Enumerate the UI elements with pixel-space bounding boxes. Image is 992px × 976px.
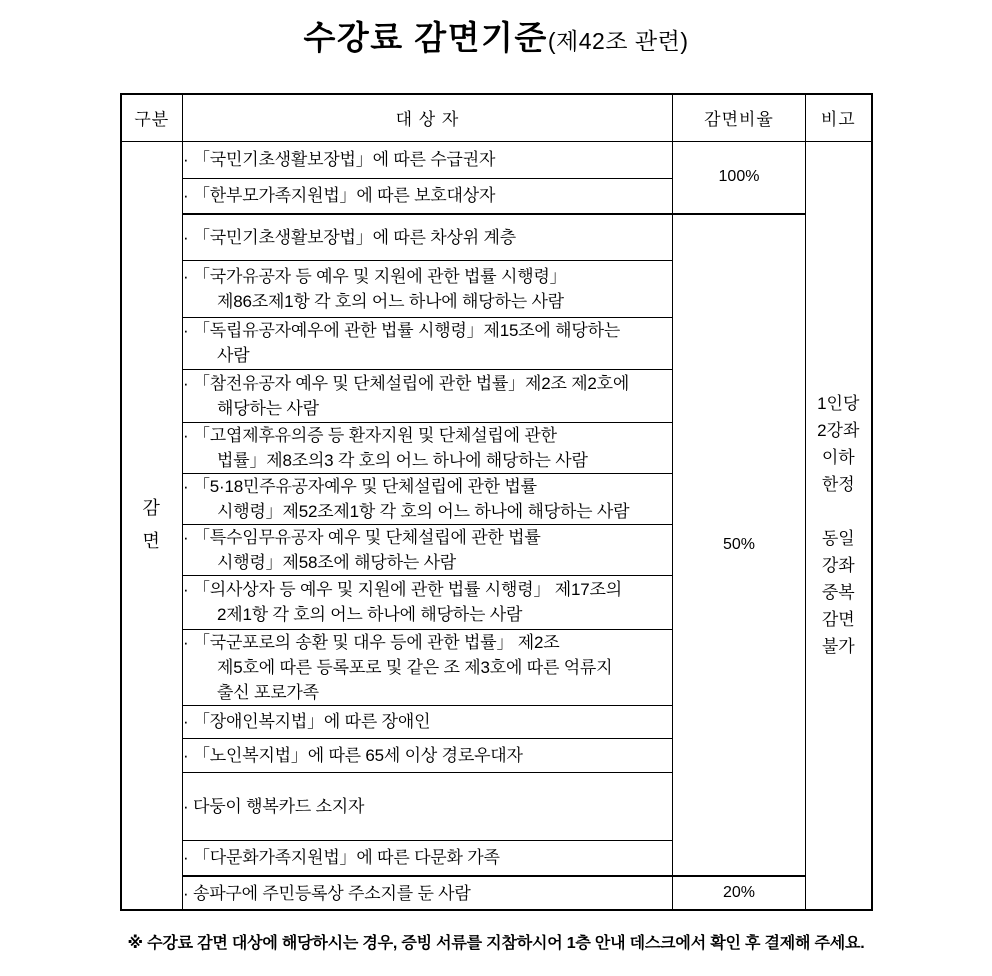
note-line: 1인당 xyxy=(817,394,860,414)
target-cell: · 「국군포로의 송환 및 대우 등에 관한 법률」 제2조 제5호에 따른 등록포로 및 같은 조 제3호에 따른 억류지 출신 포로가족 xyxy=(183,629,673,705)
table-row xyxy=(121,214,872,260)
header-note: 비고 xyxy=(806,94,872,141)
target-cell: · 「다문화가족지원법」에 따른 다문화 가족 xyxy=(183,840,673,876)
header-rate: 감면비율 xyxy=(673,94,806,141)
rate-cell-100: 100% xyxy=(673,141,806,214)
footnote: ※ 수강료 감면 대상에 해당하시는 경우, 증빙 서류를 지참하시어 1층 안내 데스크에서 확인 후 결제해 주세요. xyxy=(127,935,865,952)
header-row xyxy=(121,94,872,141)
target-cell: · 「독립유공자예우에 관한 법률 시행령」제15조에 해당하는 사람 xyxy=(183,317,673,369)
note-line-blank xyxy=(806,498,871,525)
target-cell: · 송파구에 주민등록상 주소지를 둔 사람 xyxy=(183,876,673,910)
note-line: 불가 xyxy=(821,637,855,657)
target-cell: · 「국민기초생활보장법」에 따른 차상위 계층 xyxy=(183,214,673,260)
target-cell: · 「5·18민주유공자예우 및 단체설립에 관한 법률 시행령」제52조제1항 각 호의 어느 하나에 해당하는 사람 xyxy=(183,473,673,524)
note-line: 중복 xyxy=(821,583,855,603)
target-cell: · 다둥이 행복카드 소지자 xyxy=(183,772,673,840)
target-cell: · 「장애인복지법」에 따른 장애인 xyxy=(183,705,673,738)
title-main: 수강료 감면기준 xyxy=(303,19,548,56)
target-cell: · 「국가유공자 등 예우 및 지원에 관한 법률 시행령」 제86조제1항 각 호의 어느 하나에 해당하는 사람 xyxy=(183,260,673,317)
category-char-1: 감 xyxy=(142,498,161,519)
header-category: 구분 xyxy=(121,94,183,141)
rate-cell-20: 20% xyxy=(673,876,806,910)
target-cell: · 「고엽제후유의증 등 환자지원 및 단체설립에 관한 법률」제8조의3 각 호의 어느 하나에 해당하는 사람 xyxy=(183,422,673,473)
page-title xyxy=(0,14,992,69)
target-cell: · 「노인복지법」에 따른 65세 이상 경로우대자 xyxy=(183,738,673,772)
table-row xyxy=(121,876,872,910)
note-line: 감면 xyxy=(821,610,855,630)
note-line: 한정 xyxy=(821,475,855,495)
table-row xyxy=(121,141,872,178)
target-cell: · 「국민기초생활보장법」에 따른 수급권자 xyxy=(183,141,673,178)
target-cell: · 「한부모가족지원법」에 따른 보호대상자 xyxy=(183,178,673,214)
target-cell: · 「특수임무유공자 예우 및 단체설립에 관한 법률 시행령」제58조에 해당하는 사람 xyxy=(183,524,673,575)
note-cell xyxy=(806,141,872,910)
target-cell: · 「의사상자 등 예우 및 지원에 관한 법률 시행령」 제17조의 2제1항 각 호의 어느 하나에 해당하는 사람 xyxy=(183,575,673,629)
note-line: 2강좌 xyxy=(817,421,860,441)
rate-cell-50: 50% xyxy=(673,214,806,876)
note-line: 동일 xyxy=(821,529,855,549)
note-line: 이하 xyxy=(821,448,855,468)
reduction-criteria-table xyxy=(120,93,873,911)
title-sub: (제42조 관련) xyxy=(547,28,689,54)
category-char-2: 면 xyxy=(142,531,161,552)
note-line: 강좌 xyxy=(821,556,855,576)
header-target: 대 상 자 xyxy=(183,94,673,141)
category-cell xyxy=(121,141,183,910)
target-cell: · 「참전유공자 예우 및 단체설립에 관한 법률」제2조 제2호에 해당하는 사람 xyxy=(183,369,673,422)
